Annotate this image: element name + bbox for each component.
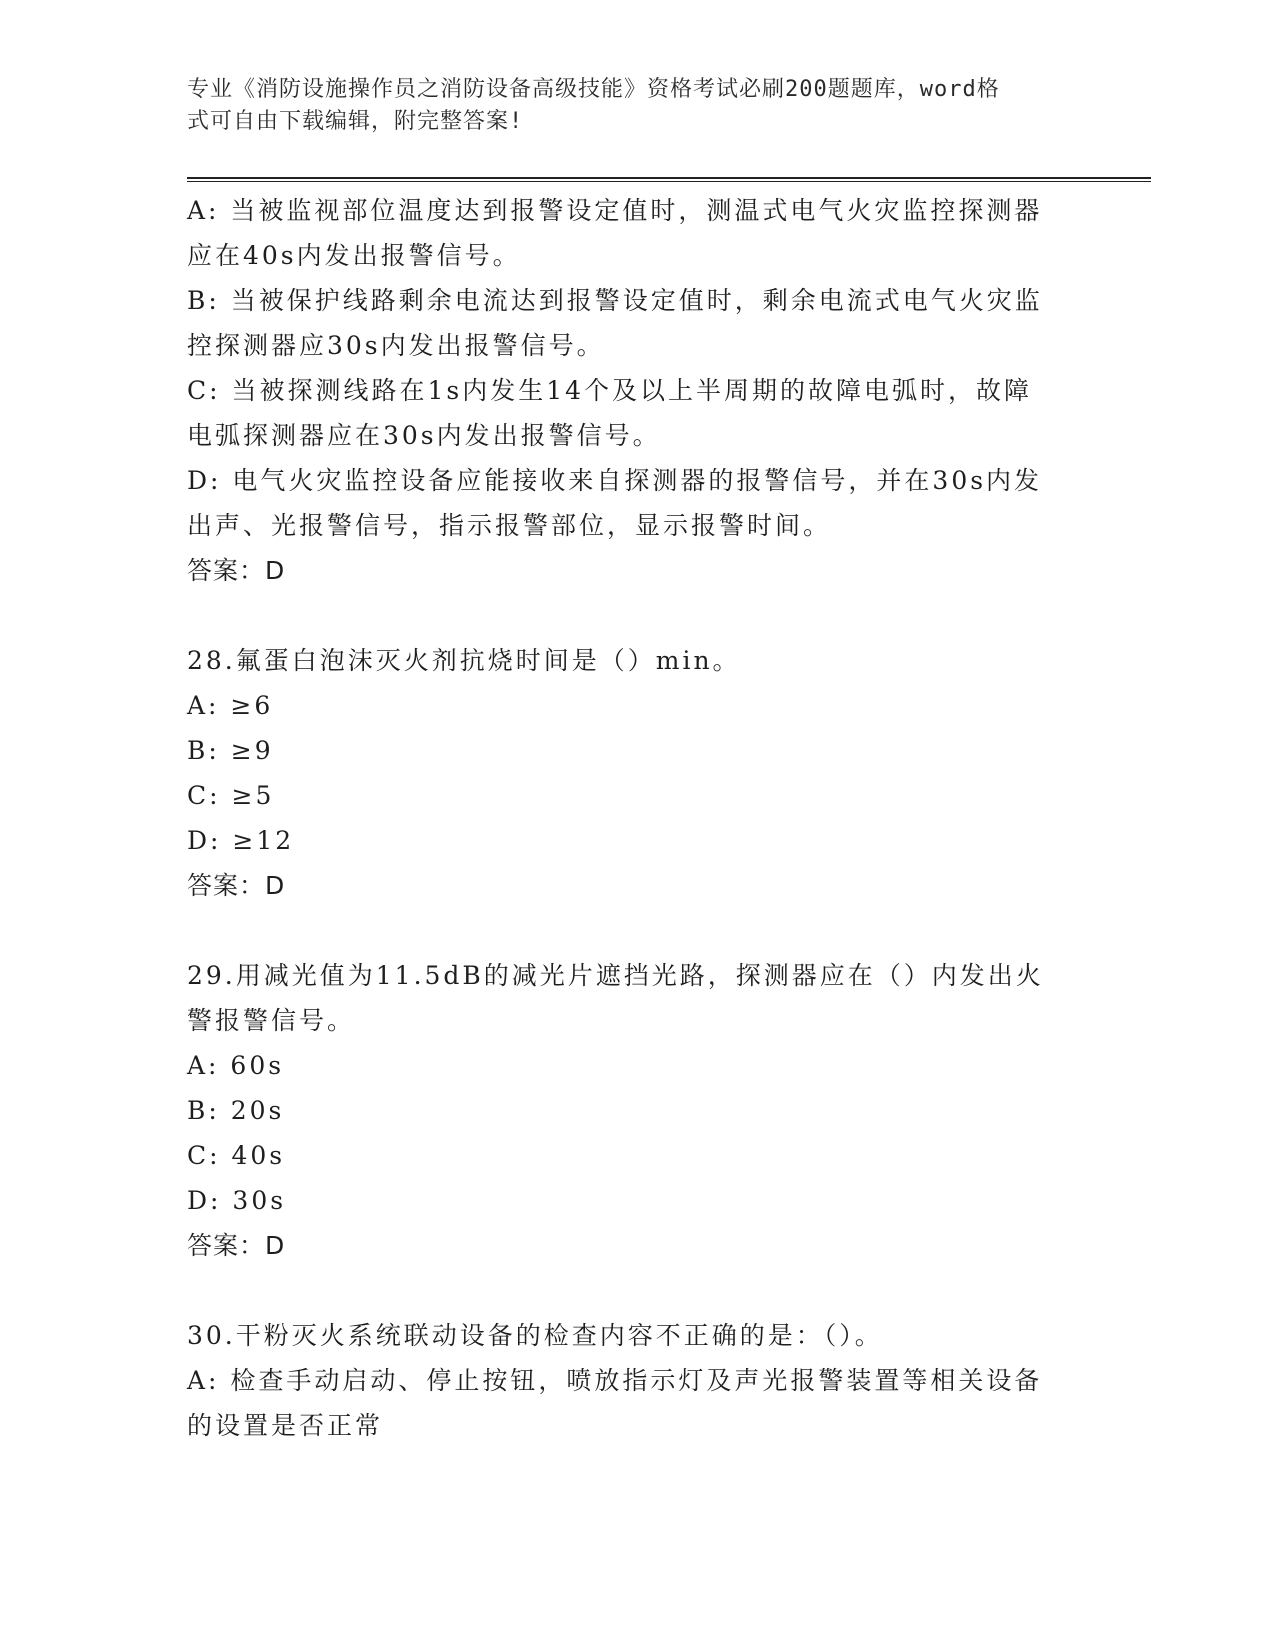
option-b-line-2: 控探测器应30s内发出报警信号。 [187,331,605,360]
option-a-line-2: 应在40s内发出报警信号。 [187,241,521,270]
header-line-1: 专业《消防设施操作员之消防设备高级技能》资格考试必刷200题题库，word格 [187,77,1000,102]
option-c-line-1: C: 当被探测线路在1s内发生14个及以上半周期的故障电弧时，故障 [187,376,1033,405]
header-line-2: 式可自由下载编辑，附完整答案! [187,109,524,134]
answer-28: 答案：D [187,871,286,900]
question-28-option-d: D: ≥12 [187,826,295,855]
answer-29: 答案：D [187,1231,286,1260]
question-29 [187,953,1087,1268]
question-28-option-b: B: ≥9 [187,736,274,765]
question-30-option-a-line-1: A: 检查手动启动、停止按钮，喷放指示灯及声光报警装置等相关设备 [187,1366,1043,1395]
question-28 [187,638,1087,908]
answer-27: 答案：D [187,556,286,585]
question-29-text-line-2: 警报警信号。 [187,1006,356,1035]
question-29-text-line-1: 29.用减光值为11.5dB的减光片遮挡光路，探测器应在（）内发出火 [187,961,1044,990]
question-28-option-a: A: ≥6 [187,691,274,720]
option-a-line-1: A: 当被监视部位温度达到报警设定值时，测温式电气火灾监控探测器 [187,196,1043,225]
question-29-option-d: D: 30s [187,1186,287,1215]
option-d-line-1: D: 电气火灾监控设备应能接收来自探测器的报警信号，并在30s内发 [187,466,1043,495]
question-30-option-a-line-2: 的设置是否正常 [187,1411,384,1440]
question-27-options [187,188,1087,593]
question-29-option-b: B: 20s [187,1096,285,1125]
question-content [187,188,1087,1448]
page-header [187,74,1067,138]
question-29-option-c: C: 40s [187,1141,286,1170]
question-30 [187,1313,1087,1448]
option-d-line-2: 出声、光报警信号，指示报警部位，显示报警时间。 [187,511,832,540]
option-b-line-1: B: 当被保护线路剩余电流达到报警设定值时，剩余电流式电气火灾监 [187,286,1043,315]
header-divider [187,177,1151,183]
question-28-text: 28.氟蛋白泡沫灭火剂抗烧时间是（）min。 [187,646,741,675]
option-c-line-2: 电弧探测器应在30s内发出报警信号。 [187,421,661,450]
question-28-option-c: C: ≥5 [187,781,275,810]
question-30-text: 30.干粉灭火系统联动设备的检查内容不正确的是：（）。 [187,1321,883,1350]
question-29-option-a: A: 60s [187,1051,285,1080]
